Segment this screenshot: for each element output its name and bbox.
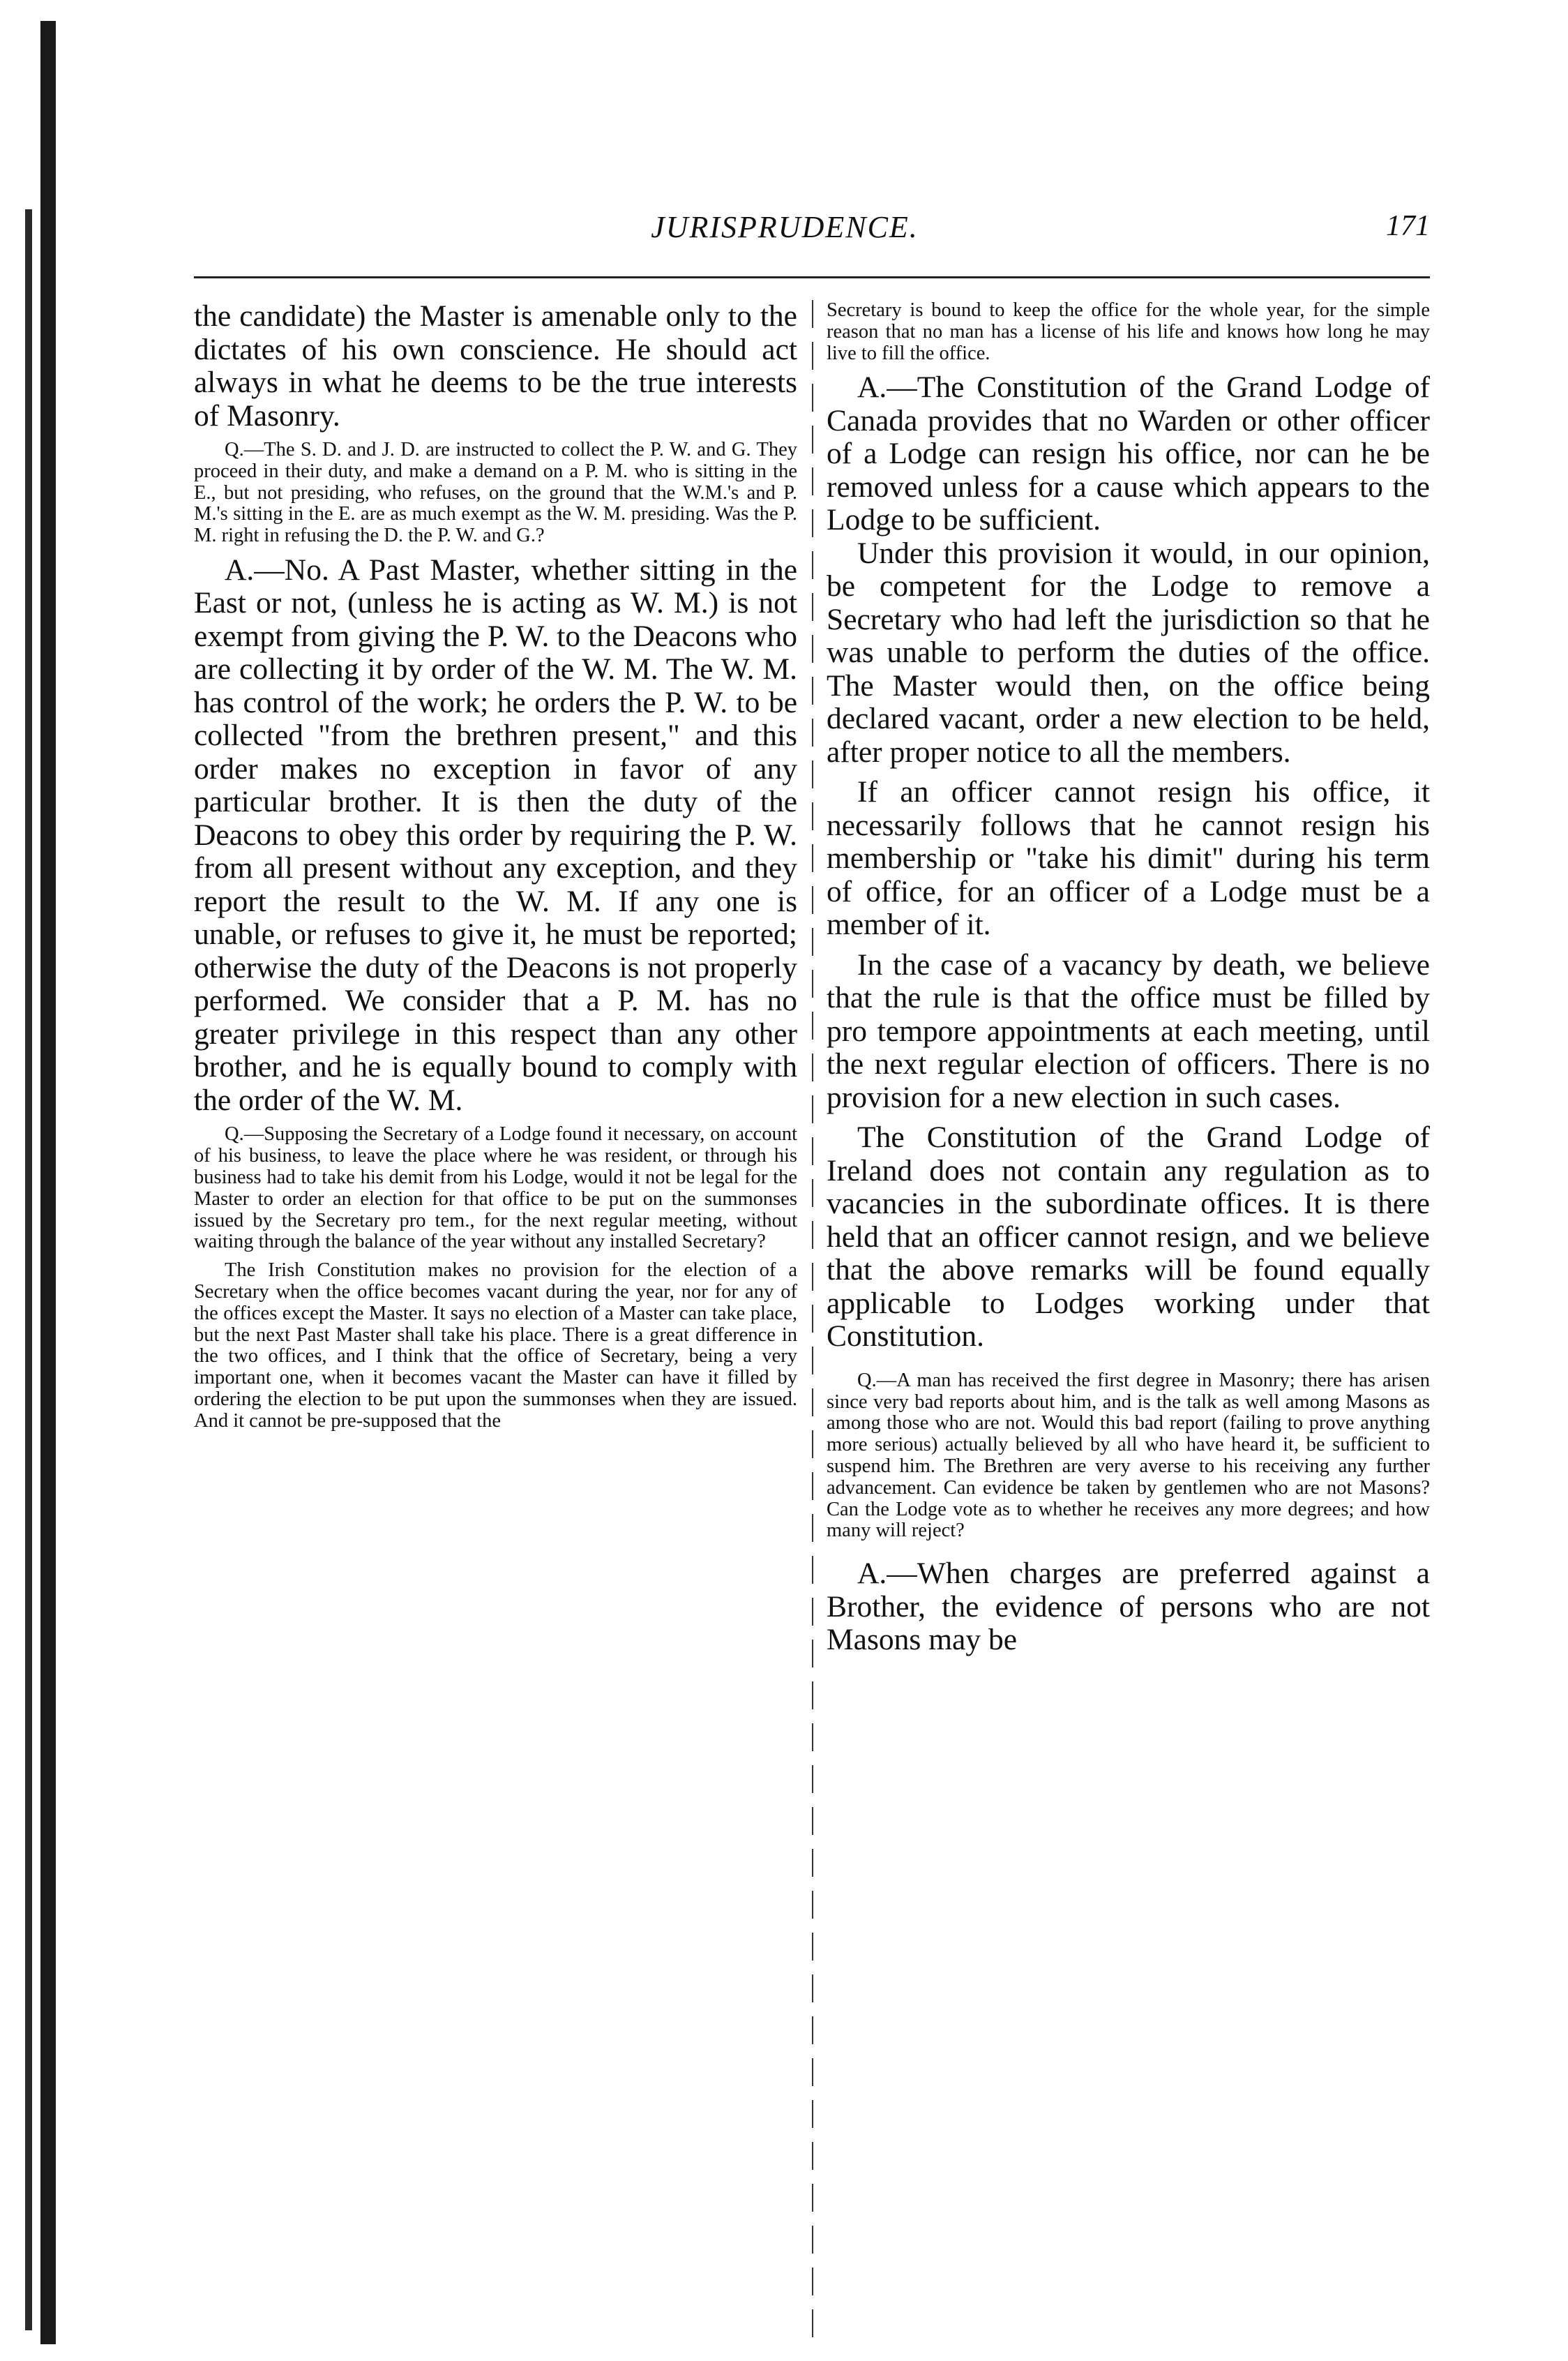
binding-shadow: [25, 209, 32, 2330]
question-past-master-word: Q.—The S. D. and J. D. are instructed to collect the P. W. and G. They proceed in their duty, and make a demand on a P. M. who is sitting in the E., but not presiding, who refuses, on the ground that the W.M.'s and P. M.'s sitting in the E. are as much exempt as the W. M. presiding. Was the P. M. right in refusing the D. the P. W. and G.?: [194, 439, 797, 547]
answer-charges-preferred: A.—When charges are preferred against a Brother, the evidence of persons who are not Masons may be: [827, 1557, 1430, 1657]
paragraph-remove-secretary: Under this provision it would, in our opinion, be competent for the Lodge to remove a Secretary who had left the jurisdiction so that he was unable to perform the duties of the office. The Master would then, on the office being declared vacant, order a new election to be held, after proper notice to all the members.: [827, 536, 1430, 769]
irish-constitution-paragraph: The Irish Constitution makes no provision for the election of a Secretary when the office becomes vacant during the year, nor for any of the offices except the Master. It says no election of a Master can take place, but the next Past Master shall take his place. There is a great difference in the two offices, and I think that the office of Secretary, being a very important one, when it becomes vacant the Master can have it filled by ordering the election to be put upon the summonses when they are issued. And it cannot be pre-supposed that the: [194, 1259, 797, 1432]
running-head: [140, 209, 1430, 258]
running-title: JURISPRUDENCE.: [651, 210, 919, 244]
paragraph-vacancy-by-death: In the case of a vacancy by death, we believe that the rule is that the office must be filled by pro tempore appointments at each meeting, until the next regular election of officers. There is no provision for a new election in such cases.: [827, 947, 1430, 1114]
right-continuation-paragraph: Secretary is bound to keep the office for the whole year, for the simple reason that no man has a license of his life and knows how long he may live to fill the office.: [827, 300, 1430, 364]
answer-grand-lodge-canada: A.—The Constitution of the Grand Lodge of Canada provides that no Warden or other officer of a Lodge can resign his office, nor can he be removed unless for a cause which appears to the Lodge to be sufficient.: [827, 370, 1430, 537]
question-secretary-vacancy: Q.—Supposing the Secretary of a Lodge found it necessary, on account of his business, to leave the place where he was resident, or through his business had to take his demit from his Lodge, would it not be legal for the Master to order an election for that office to be put on the summonses issued by the Secretary pro tem., for the next regular meeting, without waiting through the balance of the year without any installed Secretary?: [194, 1123, 797, 1253]
paragraph-grand-lodge-ireland: The Constitution of the Grand Lodge of Ireland does not contain any regulation as to vacancies in the subordinate offices. It is there held that an officer cannot resign, and we believe that the above remarks will be found equally applicable to Lodges working under that Constitution.: [827, 1120, 1430, 1354]
right-column: [827, 300, 1430, 2337]
left-continuation-paragraph: the candidate) the Master is amenable only to the dictates of his own conscience. He should act always in what he deems to be the true interests of Masonry.: [194, 300, 797, 433]
column-separator: [812, 300, 813, 2337]
book-binding-edge: [40, 21, 56, 2344]
header-rule: [194, 276, 1430, 278]
page-number: 171: [1386, 210, 1430, 242]
answer-past-master-word: A.—No. A Past Master, whether sitting in the East or not, (unless he is acting as W. M.) is not exempt from giving the P. W. to the Deacons who are collecting it by order of the W. M. The W. M. has control of the work; he orders the P. W. to be collected "from the brethren present," and this order makes no exception in favor of any particular brother. It is then the duty of the Deacons to obey this order by requiring the P. W. from all present without any exception, and they report the result to the W. M. If any one is unable, or refuses to give it, he must be reported; otherwise the duty of the Deacons is not properly performed. We consider that a P. M. has no greater privilege in this respect than any other brother, and he is equally bound to comply with the order of the W. M.: [194, 553, 797, 1117]
paragraph-resign-membership: If an officer cannot resign his office, it necessarily follows that he cannot resign his membership or "take his dimit" during his term of office, for an officer of a Lodge must be a member of it.: [827, 775, 1430, 942]
left-column: [194, 300, 797, 2337]
question-bad-reports: Q.—A man has received the first degree in Masonry; there has arisen since very bad reports about him, and is the talk as well among Masons as among those who are not. Would this bad report (failing to prove anything more serious) actually believed by all who have heard it, be sufficient to suspend him. The Brethren are very averse to his receiving any further advancement. Can evidence be taken by gentlemen who are not Masons? Can the Lodge vote as to whether he receives any more degrees; and how many will reject?: [827, 1369, 1430, 1542]
